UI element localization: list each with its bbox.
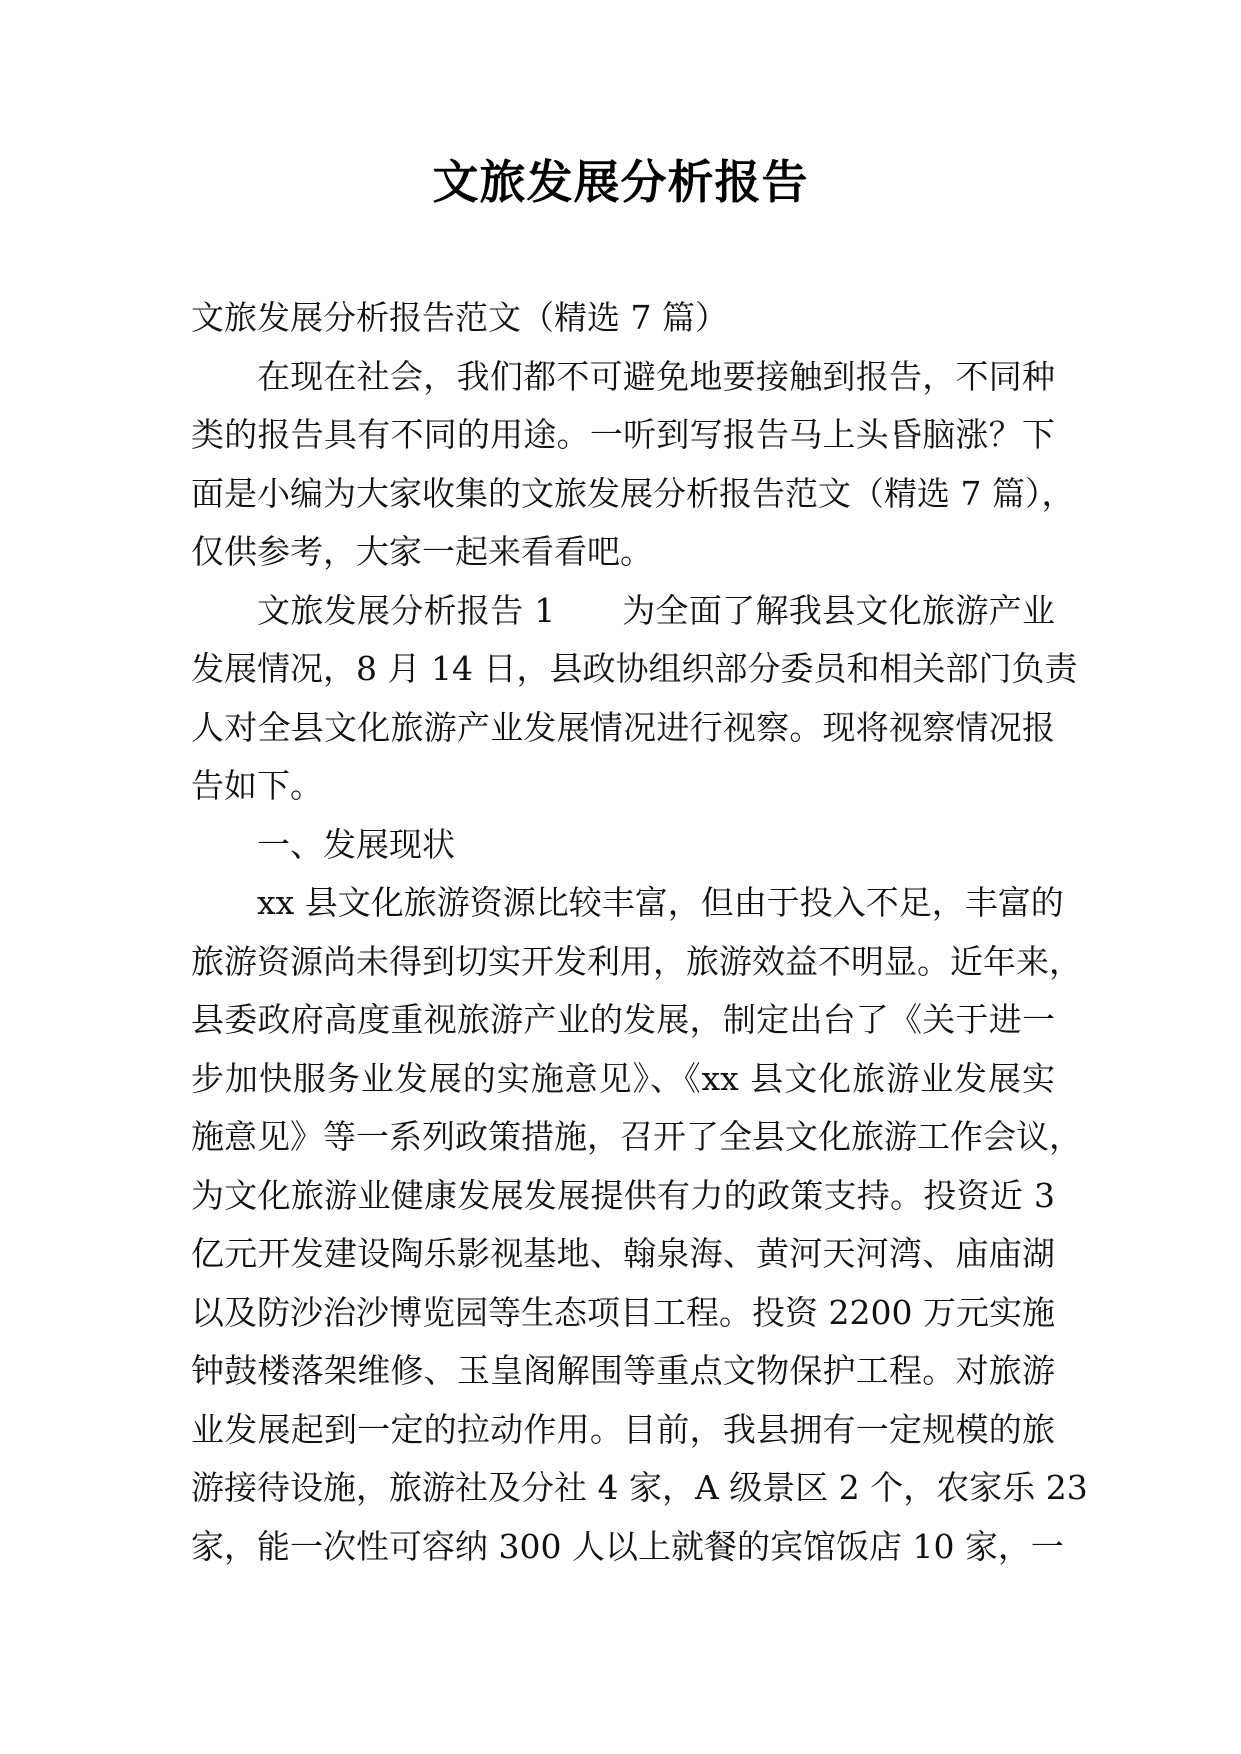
paragraph-line: 以及防沙治沙博览园等生态项目工程。投资 2200 万元实施: [191, 1292, 1055, 1332]
paragraph-line: 步加快服务业发展的实施意见》、《xx 县文化旅游业发展实: [191, 1058, 1055, 1098]
paragraph-line: xx 县文化旅游资源比较丰富，但由于投入不足，丰富的: [257, 883, 1064, 922]
document-title: 文旅发展分析报告: [432, 155, 809, 209]
paragraph-line: 人对全县文化旅游产业发展情况进行视察。现将视察情况报: [191, 707, 1055, 747]
paragraph-line: 在现在社会，我们都不可避免地要接触到报告，不同种: [257, 356, 1055, 396]
paragraph-line: 面是小编为大家收集的文旅发展分析报告范文（精选 7 篇），: [191, 473, 1075, 513]
paragraph-line: 发展情况，8 月 14 日，县政协组织部分委员和相关部门负责: [191, 649, 1078, 688]
paragraph-line: 施意见》等一系列政策措施，召开了全县文化旅游工作会议，: [191, 1117, 1082, 1156]
paragraph-line: 钟鼓楼落架维修、玉皇阁解围等重点文物保护工程。对旅游: [191, 1351, 1055, 1390]
paragraph-report-1-intro: [191, 582, 1078, 816]
paragraph-status: [191, 874, 1088, 1576]
paragraph-line: 家，能一次性可容纳 300 人以上就餐的宾馆饭店 10 家，一: [191, 1526, 1064, 1566]
document-body: [191, 289, 1088, 1576]
paragraph-line: 文旅发展分析报告范文（精选 7 篇）: [191, 298, 728, 337]
paragraph-subtitle: [191, 289, 1055, 348]
paragraph-line: 游接待设施，旅游社及分社 4 家，A 级景区 2 个，农家乐 23: [191, 1468, 1088, 1507]
section-heading-text: 一、发展现状: [257, 824, 455, 864]
paragraph-line: 业发展起到一定的拉动作用。目前，我县拥有一定规模的旅: [191, 1409, 1055, 1449]
paragraph-line: 告如下。: [191, 766, 323, 805]
paragraph-line: 文旅发展分析报告 1 为全面了解我县文化旅游产业: [257, 590, 1055, 630]
paragraph-line: 为文化旅游业健康发展发展提供有力的政策支持。投资近 3: [191, 1175, 1055, 1215]
paragraph-line: 类的报告具有不同的用途。一听到写报告马上头昏脑涨？下: [191, 415, 1055, 454]
paragraph-line: 亿元开发建设陶乐影视基地、翰泉海、黄河天河湾、庙庙湖: [191, 1234, 1055, 1273]
section-heading: [191, 816, 1055, 875]
paragraph-line: 旅游资源尚未得到切实开发利用，旅游效益不明显。近年来，: [191, 941, 1082, 981]
paragraph-line: 仅供参考，大家一起来看看吧。: [191, 532, 653, 571]
paragraph-line: 县委政府高度重视旅游产业的发展，制定出台了《关于进一: [191, 1000, 1055, 1039]
paragraph-intro: [191, 348, 1075, 582]
